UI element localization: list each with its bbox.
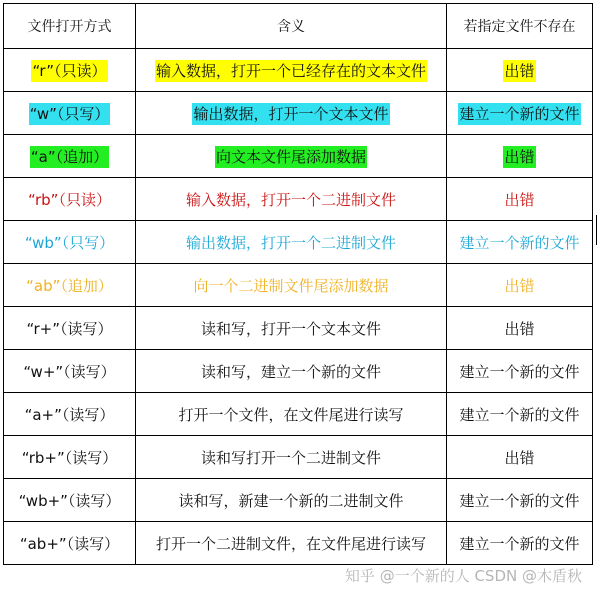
missing-cell-text: 出错 — [504, 190, 535, 209]
mode-cell-text: “wb”（只写） — [24, 233, 115, 252]
watermark: 知乎 @一个新的人 CSDN @木盾秋 — [344, 567, 582, 585]
meaning-cell — [136, 479, 447, 522]
mode-cell — [4, 221, 136, 264]
missing-cell-text: 出错 — [504, 276, 535, 295]
missing-cell — [447, 307, 593, 350]
mode-cell-text: “rb”（只读） — [28, 190, 111, 209]
meaning-cell-text: 输入数据，打开一个已经存在的文本文件 — [155, 61, 426, 80]
missing-cell — [447, 49, 593, 92]
mode-cell — [4, 479, 136, 522]
table-row — [4, 178, 593, 221]
meaning-cell-text: 读和写，新建一个新的二进制文件 — [178, 491, 404, 510]
table-header-row — [4, 4, 593, 49]
header-meaning: 含义 — [136, 4, 447, 49]
missing-cell — [447, 393, 593, 436]
meaning-cell-text: 输入数据，打开一个二进制文件 — [185, 190, 396, 209]
table-row — [4, 221, 593, 264]
table-row — [4, 135, 593, 178]
mode-cell — [4, 350, 136, 393]
table-row — [4, 92, 593, 135]
meaning-cell — [136, 178, 447, 221]
missing-cell — [447, 350, 593, 393]
mode-cell — [4, 307, 136, 350]
missing-cell-text: 建立一个新的文件 — [459, 233, 580, 252]
meaning-cell — [136, 522, 447, 565]
meaning-cell-text: 向一个二进制文件尾添加数据 — [193, 276, 389, 295]
meaning-cell-text: 输出数据，打开一个文本文件 — [193, 104, 389, 123]
meaning-cell-text: 读和写，打开一个文本文件 — [200, 319, 381, 338]
meaning-cell-text: 读和写打开一个二进制文件 — [200, 448, 381, 467]
missing-cell — [447, 436, 593, 479]
mode-cell-text: “r+”（读写） — [26, 319, 113, 338]
missing-cell-text: 建立一个新的文件 — [459, 491, 580, 510]
table-row — [4, 307, 593, 350]
missing-cell-text: 建立一个新的文件 — [459, 405, 580, 424]
mode-cell-text: “rb+”（读写） — [21, 448, 118, 467]
meaning-cell — [136, 264, 447, 307]
header-mode: 文件打开方式 — [4, 4, 136, 49]
mode-cell — [4, 178, 136, 221]
missing-cell-text: 出错 — [504, 319, 535, 338]
table-row — [4, 264, 593, 307]
mode-cell-text: “r”（只读） — [32, 61, 107, 80]
missing-cell-text: 建立一个新的文件 — [459, 104, 580, 123]
table-row — [4, 350, 593, 393]
table-row — [4, 49, 593, 92]
missing-cell — [447, 264, 593, 307]
mode-cell — [4, 135, 136, 178]
missing-cell-text: 建立一个新的文件 — [459, 362, 580, 381]
missing-cell-text: 出错 — [504, 61, 535, 80]
table-row — [4, 436, 593, 479]
file-mode-table — [3, 3, 593, 565]
missing-cell — [447, 178, 593, 221]
meaning-cell-text: 向文本文件尾添加数据 — [215, 147, 366, 166]
header-missing: 若指定文件不存在 — [447, 4, 593, 49]
meaning-cell — [136, 436, 447, 479]
table-row — [4, 393, 593, 436]
edge-mark — [596, 215, 597, 245]
missing-cell — [447, 479, 593, 522]
mode-cell — [4, 92, 136, 135]
missing-cell — [447, 221, 593, 264]
missing-cell-text: 建立一个新的文件 — [459, 534, 580, 553]
meaning-cell — [136, 135, 447, 178]
meaning-cell — [136, 307, 447, 350]
meaning-cell — [136, 350, 447, 393]
missing-cell-text: 出错 — [504, 147, 535, 166]
missing-cell-text: 出错 — [504, 448, 535, 467]
mode-cell-text: “w”（只写） — [29, 104, 110, 123]
meaning-cell — [136, 92, 447, 135]
mode-cell — [4, 393, 136, 436]
mode-cell-text: “ab+”（读写） — [19, 534, 120, 553]
mode-cell-text: “a”（追加） — [30, 147, 109, 166]
meaning-cell-text: 打开一个二进制文件，在文件尾进行读写 — [155, 534, 426, 553]
mode-cell-text: “a+”（读写） — [24, 405, 115, 424]
meaning-cell — [136, 49, 447, 92]
missing-cell — [447, 135, 593, 178]
meaning-cell — [136, 221, 447, 264]
mode-cell — [4, 264, 136, 307]
meaning-cell-text: 打开一个文件，在文件尾进行读写 — [178, 405, 404, 424]
mode-cell — [4, 522, 136, 565]
mode-cell-text: “ab”（追加） — [26, 276, 113, 295]
mode-cell — [4, 49, 136, 92]
mode-cell-text: “w+”（读写） — [23, 362, 116, 381]
meaning-cell-text: 输出数据，打开一个二进制文件 — [185, 233, 396, 252]
missing-cell — [447, 92, 593, 135]
mode-cell-text: “wb+”（读写） — [18, 491, 121, 510]
meaning-cell — [136, 393, 447, 436]
table-row — [4, 522, 593, 565]
meaning-cell-text: 读和写，建立一个新的文件 — [200, 362, 381, 381]
table-row — [4, 479, 593, 522]
missing-cell — [447, 522, 593, 565]
mode-cell — [4, 436, 136, 479]
